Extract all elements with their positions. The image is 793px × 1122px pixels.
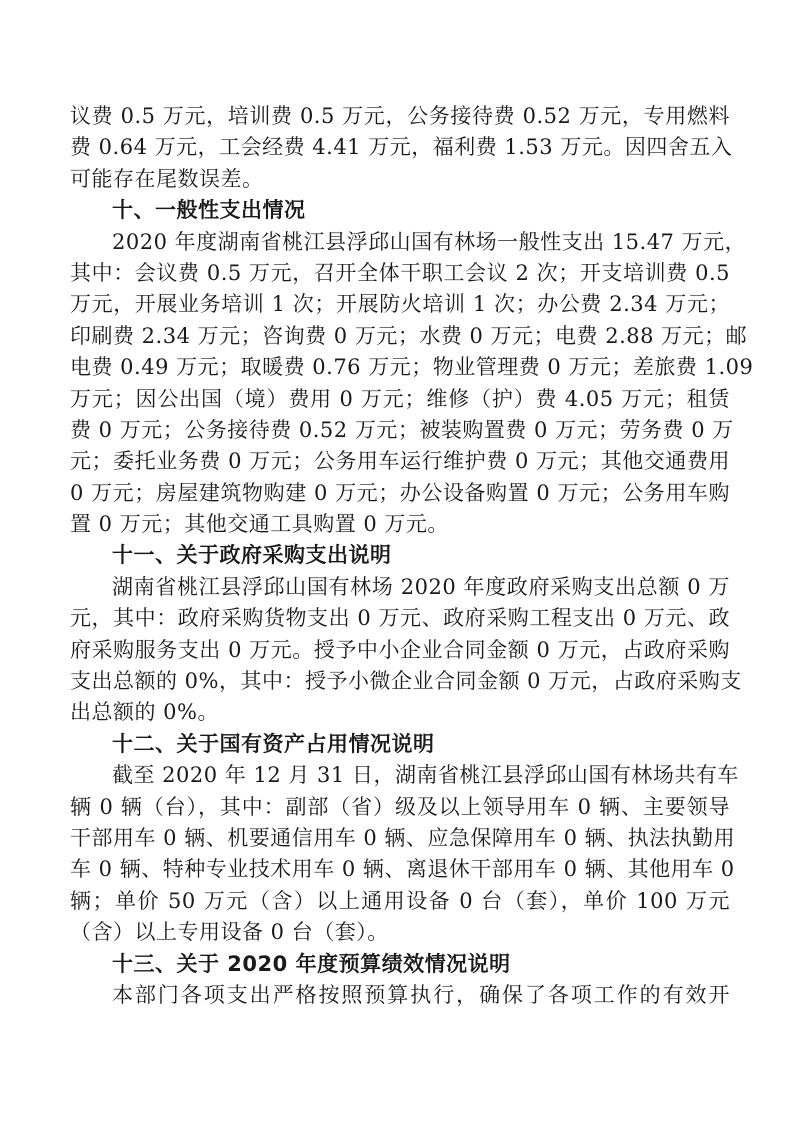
document-page: [70, 101, 754, 1011]
text-line: 元；委托业务费 0 万元；公务用车运行维护费 0 万元；其他交通费用: [70, 449, 730, 474]
text-line: 可能存在尾数误差。: [70, 166, 264, 191]
text-line: 费 0 万元；公务接待费 0.52 万元；被装购置费 0 万元；劳务费 0 万: [70, 417, 734, 442]
text-line: 干部用车 0 辆、机要通信用车 0 辆、应急保障用车 0 辆、执法执勤用: [70, 825, 736, 850]
text-line: 出总额的 0%。: [70, 700, 219, 725]
text-line: 0 万元；房屋建筑物购建 0 万元；办公设备购置 0 万元；公务用车购: [70, 480, 730, 505]
text-line: 2020 年度湖南省桃江县浮邱山国有林场一般性支出 15.47 万元，: [112, 229, 747, 254]
text-line: 万元，开展业务培训 1 次；开展防火培训 1 次；办公费 2.34 万元；: [70, 292, 730, 317]
text-line: 万元；因公出国（境）费用 0 万元；维修（护）费 4.05 万元；租赁: [70, 386, 730, 411]
text-line: 电费 0.49 万元；取暖费 0.76 万元；物业管理费 0 万元；差旅费 1.09: [70, 355, 754, 380]
text-line: （含）以上专用设备 0 台（套）。: [70, 920, 389, 945]
text-line: 费 0.64 万元，工会经费 4.41 万元，福利费 1.53 万元。因四舍五入: [70, 135, 733, 160]
text-line: 印刷费 2.34 万元；咨询费 0 万元；水费 0 万元；电费 2.88 万元；邮: [70, 323, 748, 348]
text-line: 元，其中：政府采购货物支出 0 万元、政府采购工程支出 0 万元、政: [70, 606, 730, 631]
text-line: 截至 2020 年 12 月 31 日，湖南省桃江县浮邱山国有林场共有车: [112, 763, 739, 788]
section-heading: 十三、关于 2020 年度预算绩效情况说明: [112, 951, 511, 976]
text-line: 其中：会议费 0.5 万元，召开全体干职工会议 2 次；开支培训费 0.5: [70, 260, 730, 285]
text-line: 府采购服务支出 0 万元。授予中小企业合同金额 0 万元，占政府采购: [70, 637, 730, 662]
text-line: 议费 0.5 万元，培训费 0.5 万元，公务接待费 0.52 万元，专用燃料: [70, 104, 730, 128]
text-line: 本部门各项支出严格按照预算执行，确保了各项工作的有效开: [112, 982, 730, 1007]
text-line: 车 0 辆、特种专业技术用车 0 辆、离退休干部用车 0 辆、其他用车 0: [70, 857, 735, 882]
section-heading: 十、一般性支出情况: [112, 198, 306, 223]
text-line: 置 0 万元；其他交通工具购置 0 万元。: [70, 512, 449, 537]
text-line: 辆；单价 50 万元（含）以上通用设备 0 台（套），单价 100 万元: [70, 888, 730, 913]
section-heading: 十一、关于政府采购支出说明: [112, 543, 392, 568]
section-heading: 十二、关于国有资产占用情况说明: [112, 731, 435, 756]
text-line: 支出总额的 0%，其中：授予小微企业合同金额 0 万元，占政府采购支: [70, 669, 742, 694]
text-line: 辆 0 辆（台），其中：副部（省）级及以上领导用车 0 辆、主要领导: [70, 794, 730, 819]
text-line: 湖南省桃江县浮邱山国有林场 2020 年度政府采购支出总额 0 万: [112, 574, 730, 599]
